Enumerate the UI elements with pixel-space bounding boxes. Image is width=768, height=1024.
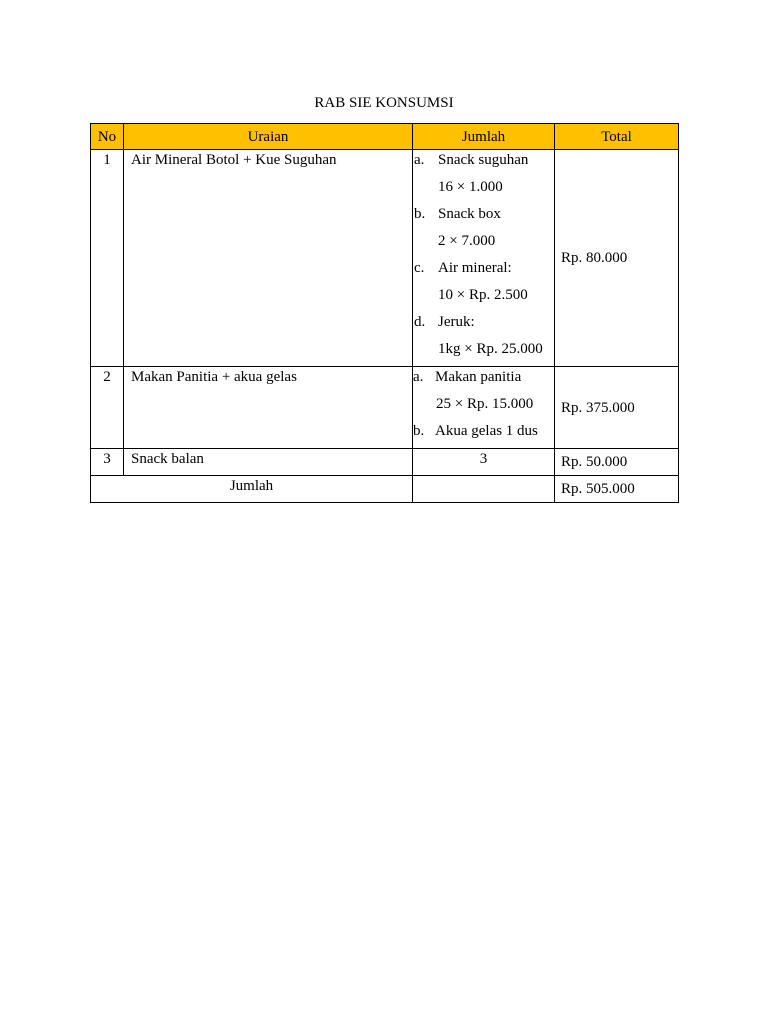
list-item-detail: 25 × Rp. 15.000 <box>436 396 534 412</box>
list-marker: b. <box>414 206 426 222</box>
list-item-detail-line <box>413 394 554 421</box>
list-marker: d. <box>414 314 426 330</box>
list-item <box>413 258 554 285</box>
list-item <box>413 150 554 177</box>
list-item-detail: 16 × 1.000 <box>438 179 503 195</box>
row-total: Rp. 375.000 <box>555 367 679 449</box>
table-header-row <box>91 124 679 150</box>
list-item-detail-line <box>413 285 554 312</box>
row-no: 3 <box>91 449 124 476</box>
list-item-label: Snack suguhan <box>438 152 529 168</box>
list-item-label: Makan panitia <box>435 369 522 385</box>
header-jumlah: Jumlah <box>413 124 555 150</box>
list-item <box>413 367 554 394</box>
row-jumlah <box>413 367 555 449</box>
list-item-label: Jeruk: <box>438 314 475 330</box>
list-marker: b. <box>413 423 425 439</box>
row-total: Rp. 50.000 <box>555 449 679 476</box>
row-no: 1 <box>91 150 124 367</box>
row-uraian: Makan Panitia + akua gelas <box>124 367 413 449</box>
list-item <box>413 204 554 231</box>
list-item <box>413 421 554 448</box>
header-uraian: Uraian <box>124 124 413 150</box>
table-row <box>91 150 679 367</box>
total-label: Jumlah <box>91 476 413 503</box>
list-item-detail: 1kg × Rp. 25.000 <box>438 341 543 357</box>
list-item-detail-line <box>413 177 554 204</box>
list-item-label: Akua gelas 1 dus <box>435 423 538 439</box>
list-item-detail: 10 × Rp. 2.500 <box>438 287 528 303</box>
list-item-detail-line <box>413 231 554 258</box>
row-total: Rp. 80.000 <box>555 150 679 367</box>
total-row <box>91 476 679 503</box>
list-item-detail-line <box>413 339 554 366</box>
table-row <box>91 367 679 449</box>
list-item-detail: 2 × 7.000 <box>438 233 496 249</box>
list-marker: c. <box>414 260 425 276</box>
list-marker: a. <box>413 369 424 385</box>
row-no: 2 <box>91 367 124 449</box>
grand-total: Rp. 505.000 <box>555 476 679 503</box>
total-jumlah <box>413 476 555 503</box>
header-no: No <box>91 124 124 150</box>
row-jumlah: 3 <box>413 449 555 476</box>
budget-table <box>90 123 679 503</box>
document-title: RAB SIE KONSUMSI <box>314 95 454 111</box>
row-uraian: Air Mineral Botol + Kue Suguhan <box>124 150 413 367</box>
list-marker: a. <box>414 152 425 168</box>
row-uraian: Snack balan <box>124 449 413 476</box>
row-jumlah <box>413 150 555 367</box>
list-item-label: Snack box <box>438 206 501 222</box>
header-total: Total <box>555 124 679 150</box>
list-item <box>413 312 554 339</box>
table-row <box>91 449 679 476</box>
list-item-label: Air mineral: <box>438 260 512 276</box>
